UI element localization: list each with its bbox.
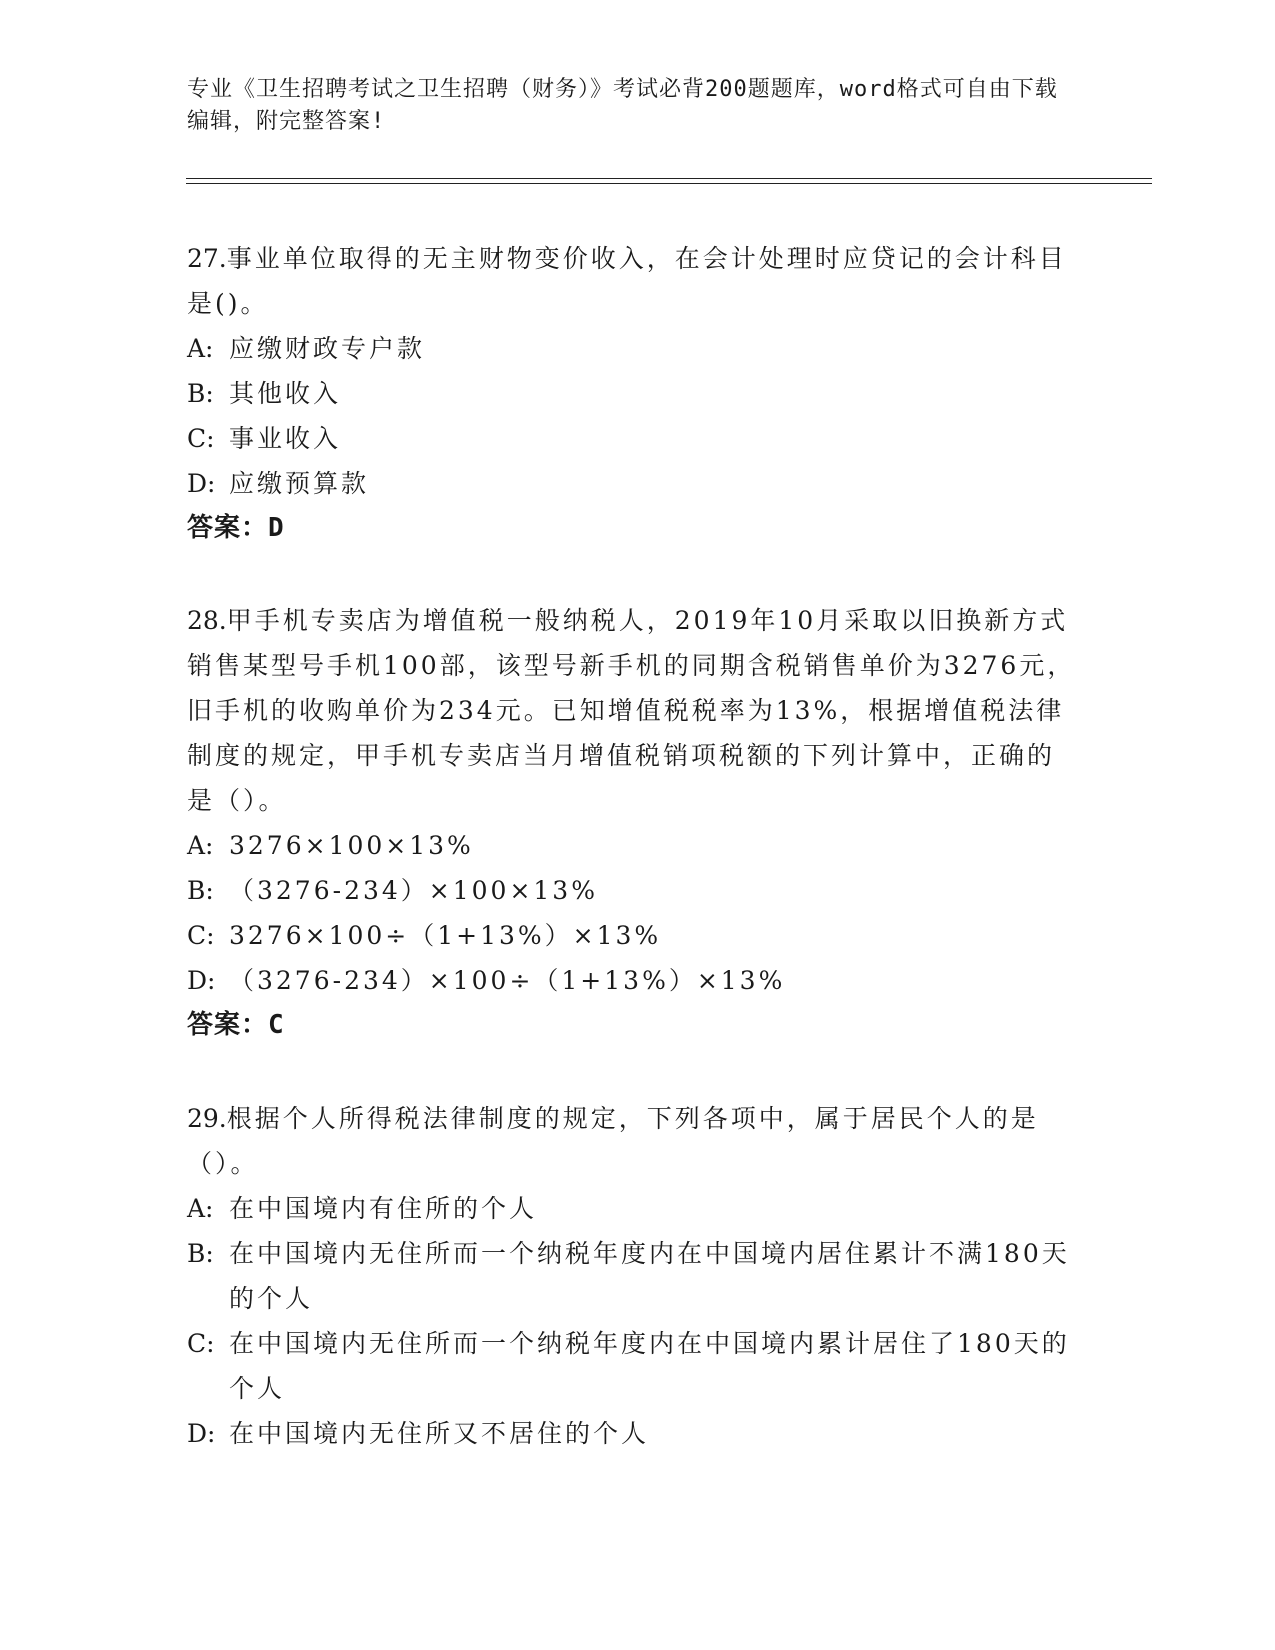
question-number: 27. [187,244,227,273]
option-letter: B: [187,1239,214,1268]
option-c [187,913,1077,958]
answer-line: 答案：C [187,1010,285,1040]
option-d [187,461,1077,506]
question-number: 28. [187,606,227,635]
option-letter: D: [187,1419,216,1448]
option-letter: C: [187,1329,215,1358]
option-letter: C: [187,424,215,453]
option-a [187,1186,1077,1231]
question-stem [187,1096,1077,1186]
question-number: 29. [187,1104,227,1133]
option-letter: A: [187,1194,214,1223]
option-text: 在中国境内有住所的个人 [229,1194,538,1223]
option-text: 在中国境内无住所而一个纳税年度内在中国境内居住累计不满180天的个人 [229,1239,1070,1313]
option-text: 应缴财政专户款 [229,334,426,363]
header-divider-bottom [186,183,1152,184]
option-a [187,823,1077,868]
option-c [187,1321,1077,1411]
option-letter: A: [187,334,214,363]
question-28 [187,598,1077,1048]
option-b [187,371,1077,416]
answer-line: 答案：D [187,513,285,543]
option-text: 在中国境内无住所又不居住的个人 [229,1419,650,1448]
question-text: 事业单位取得的无主财物变价收入，在会计处理时应贷记的会计科目是()。 [187,244,1067,318]
option-a [187,326,1077,371]
question-stem [187,598,1077,823]
header-divider-top [186,178,1152,179]
option-b [187,868,1077,913]
question-text: 根据个人所得税法律制度的规定，下列各项中，属于居民个人的是（）。 [187,1104,1039,1178]
option-d [187,958,1077,1003]
question-27 [187,236,1077,551]
option-d [187,1411,1077,1456]
option-text: 其他收入 [229,379,342,408]
option-letter: B: [187,379,214,408]
option-letter: B: [187,876,214,905]
option-letter: A: [187,831,214,860]
option-c [187,416,1077,461]
option-text: （3276-234）×100÷（1+13%）×13% [229,966,786,995]
option-letter: D: [187,469,216,498]
option-text: （3276-234）×100×13% [229,876,598,905]
option-text: 在中国境内无住所而一个纳税年度内在中国境内累计居住了180天的个人 [229,1329,1070,1403]
option-letter: D: [187,966,216,995]
option-text: 3276×100×13% [229,831,474,860]
option-text: 3276×100÷（1+13%）×13% [229,921,662,950]
option-text: 应缴预算款 [229,469,370,498]
option-b [187,1231,1077,1321]
question-text: 甲手机专卖店为增值税一般纳税人，2019年10月采取以旧换新方式销售某型号手机100部，该型号新手机的同期含税销售单价为3276元，旧手机的收购单价为234元。已知增值税税率为13%，根据增值税法律制度的规定，甲手机专卖店当月增值税销项税额的下列计算中，正确的是（）。 [187,606,1076,815]
document-header: 专业《卫生招聘考试之卫生招聘（财务）》考试必背200题题库，word格式可自由下载编辑，附完整答案! [187,77,1058,134]
option-text: 事业收入 [229,424,342,453]
question-29 [187,1096,1077,1456]
option-letter: C: [187,921,215,950]
question-stem [187,236,1077,326]
